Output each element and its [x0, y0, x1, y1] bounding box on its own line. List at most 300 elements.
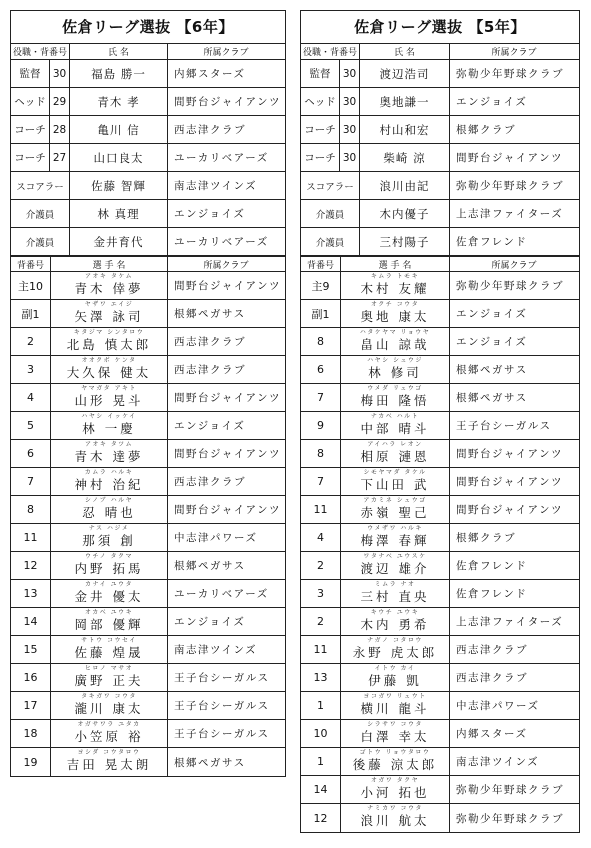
player-number: 11 [301, 636, 341, 663]
player-number: 1 [301, 692, 341, 719]
staff-row [11, 116, 285, 144]
player-name: 木内 勇希 [360, 617, 430, 632]
staff-role: コーチ [11, 116, 50, 143]
staff-club: ユーカリベアーズ [174, 236, 269, 248]
player-row [11, 608, 285, 636]
header-club: 所属クラブ [203, 48, 249, 58]
player-club: エンジョイズ [456, 308, 528, 320]
player-row [11, 748, 285, 776]
player-name-cell [341, 384, 450, 411]
staff-number: 30 [340, 60, 360, 87]
player-kana: キウチ ユウキ [370, 609, 420, 616]
player-number: 9 [301, 412, 341, 439]
player-kana: ヒロノ マサオ [84, 665, 134, 672]
player-row [301, 328, 579, 356]
player-club: 西志津クラブ [174, 476, 246, 488]
player-club: 南志津ツインズ [456, 756, 540, 768]
player-number: 副1 [11, 300, 51, 327]
player-name-cell [341, 524, 450, 551]
player-row [301, 776, 579, 804]
player-club: エンジョイズ [174, 616, 246, 628]
staff-club: 西志津クラブ [174, 124, 246, 136]
player-row [11, 636, 285, 664]
roster-5th-grade [300, 10, 580, 833]
player-name: 中部 晴斗 [360, 421, 430, 436]
staff-name: 奥地謙一 [360, 88, 450, 115]
player-name: 後藤 涼太郎 [352, 757, 438, 772]
staff-header-row [11, 44, 285, 60]
player-name: 青木 倖夢 [74, 281, 144, 296]
header-name: 氏 名 [70, 44, 168, 59]
staff-name: 柴崎 涼 [360, 144, 450, 171]
player-name-cell [341, 496, 450, 523]
player-row [11, 300, 285, 328]
player-name: 岡部 優輝 [74, 617, 144, 632]
player-row [11, 664, 285, 692]
player-club: 間野台ジャイアンツ [456, 448, 564, 460]
staff-name: 浪川由記 [360, 172, 450, 199]
player-name-cell [51, 580, 168, 607]
player-row [301, 384, 579, 412]
player-name: 浪川 航太 [360, 813, 430, 828]
player-club: 王子台シーガルス [174, 728, 270, 740]
player-name-cell [51, 692, 168, 719]
player-name: 伊藤 凱 [368, 673, 422, 688]
player-name-cell [341, 552, 450, 579]
player-kana: ナミカワ コウタ [367, 805, 423, 812]
player-number: 3 [301, 580, 341, 607]
player-club: 根郷ペガサス [456, 364, 528, 376]
staff-number: 29 [50, 88, 70, 115]
player-number: 12 [11, 552, 51, 579]
player-name-cell [51, 384, 168, 411]
player-club: 中志津パワーズ [174, 532, 258, 544]
player-name-cell [341, 776, 450, 803]
player-club: 上志津ファイターズ [456, 616, 564, 628]
header-number: 背番号 [301, 257, 341, 271]
staff-number: 27 [50, 144, 70, 171]
player-number: 8 [301, 440, 341, 467]
player-name-cell [51, 440, 168, 467]
player-row [301, 692, 579, 720]
player-name-cell [51, 552, 168, 579]
player-name-cell [341, 328, 450, 355]
player-kana: ウメダ リュウゴ [367, 385, 423, 392]
player-row [301, 356, 579, 384]
player-number: 1 [301, 748, 341, 775]
player-number: 13 [11, 580, 51, 607]
player-club: 弥勒少年野球クラブ [456, 812, 564, 825]
player-club: 西志津クラブ [174, 364, 246, 376]
player-row [301, 300, 579, 328]
player-header-row [11, 256, 285, 272]
player-kana: ワタナベ ユウスケ [363, 553, 427, 560]
player-kana: シノブ ハルヤ [84, 497, 134, 504]
staff-name: 山口良太 [70, 144, 168, 171]
player-name-cell [341, 804, 450, 832]
staff-name: 林 真理 [70, 200, 168, 227]
player-name: 廣野 正夫 [74, 673, 144, 688]
player-kana: カナイ ユウタ [85, 581, 133, 588]
staff-role: コーチ [11, 144, 50, 171]
player-kana: ハタケヤマ リョウヤ [359, 329, 431, 336]
player-row [301, 608, 579, 636]
player-kana: ウチノ タクマ [85, 553, 133, 560]
header-club: 所属クラブ [491, 48, 537, 58]
player-row [301, 496, 579, 524]
player-name-cell [51, 412, 168, 439]
staff-role: スコアラー [11, 172, 70, 199]
staff-number: 30 [340, 116, 360, 143]
player-club: 弥勒少年野球クラブ [456, 784, 564, 796]
player-name-cell [51, 608, 168, 635]
player-number: 2 [11, 328, 51, 355]
player-name: 木村 友耀 [360, 281, 430, 296]
staff-name: 福島 勝一 [70, 60, 168, 87]
player-kana: イトウ カイ [374, 665, 416, 672]
player-club: 根郷ペガサス [456, 392, 528, 404]
player-name-cell [341, 664, 450, 691]
staff-name: 渡辺浩司 [360, 60, 450, 87]
header-player-name: 選 手 名 [341, 257, 450, 271]
staff-row [301, 172, 579, 200]
player-number: 5 [11, 412, 51, 439]
staff-number: 30 [340, 144, 360, 171]
player-name: 矢澤 詠司 [74, 309, 144, 324]
player-kana: キタジマ シンタロウ [73, 329, 145, 336]
staff-number: 28 [50, 116, 70, 143]
staff-row [301, 116, 579, 144]
player-number: 8 [11, 496, 51, 523]
player-name: 林 一慶 [82, 421, 136, 436]
player-kana: シラサワ コウタ [367, 721, 423, 728]
player-row [11, 356, 285, 384]
player-club: 西志津クラブ [456, 644, 528, 656]
player-name-cell [51, 356, 168, 383]
player-name: 小笠原 裕 [74, 729, 144, 744]
staff-row [11, 144, 285, 172]
player-name-cell [51, 636, 168, 663]
player-row [11, 384, 285, 412]
player-club: 佐倉フレンド [456, 560, 528, 572]
player-name-cell [341, 580, 450, 607]
roster-6th-grade [10, 10, 286, 777]
player-name-cell [51, 328, 168, 355]
player-header-row [301, 256, 579, 272]
player-row [301, 580, 579, 608]
player-name-cell [51, 496, 168, 523]
player-number: 主9 [301, 272, 341, 299]
player-kana: ウメザワ ハルキ [367, 525, 423, 532]
staff-row [301, 200, 579, 228]
staff-number: 30 [340, 88, 360, 115]
staff-row [11, 228, 285, 256]
player-name: 瀧川 康太 [74, 701, 144, 716]
staff-header-row [301, 44, 579, 60]
player-kana: ナカベ ハルト [370, 413, 420, 420]
header-club: 所属クラブ [491, 260, 537, 271]
player-number: 8 [301, 328, 341, 355]
player-number: 7 [301, 468, 341, 495]
player-row [301, 720, 579, 748]
player-name-cell [51, 300, 168, 327]
player-name: 白澤 幸太 [360, 729, 430, 744]
player-name-cell [51, 468, 168, 495]
player-row [301, 804, 579, 832]
player-name-cell [341, 272, 450, 299]
staff-role: 介護員 [301, 228, 360, 255]
player-row [11, 412, 285, 440]
player-name: 下山田 武 [360, 477, 430, 492]
player-name-cell [341, 748, 450, 775]
player-name: 那須 創 [82, 533, 136, 548]
player-club: 王子台シーガルス [174, 672, 270, 684]
player-name: 相原 漣恩 [360, 449, 430, 464]
staff-name: 金井育代 [70, 228, 168, 255]
player-club: 西志津クラブ [456, 672, 528, 684]
player-name: 北島 慎太郎 [66, 337, 152, 352]
player-name: 青木 達夢 [74, 449, 144, 464]
staff-name: 三村陽子 [360, 228, 450, 255]
staff-row [11, 200, 285, 228]
player-kana: ハヤシ シュウジ [367, 357, 423, 364]
staff-club: 間野台ジャイアンツ [456, 152, 564, 164]
staff-role: 介護員 [11, 200, 70, 227]
player-kana: アオキ タツム [84, 441, 134, 448]
player-club: 根郷ペガサス [174, 308, 246, 320]
player-number: 7 [11, 468, 51, 495]
player-kana: ヤザワ エイジ [84, 301, 134, 308]
player-club: 間野台ジャイアンツ [174, 280, 282, 292]
player-name: 神村 治紀 [74, 477, 144, 492]
player-kana: アカミネ シュウゴ [363, 497, 427, 504]
player-name: 大久保 健太 [66, 365, 152, 380]
player-number: 18 [11, 720, 51, 747]
player-kana: ヨシダ コウタロウ [77, 749, 141, 756]
player-number: 6 [11, 440, 51, 467]
header-name: 氏 名 [360, 44, 450, 59]
player-kana: ゴトウ リョウタロウ [359, 749, 431, 756]
player-name: 畠山 諒哉 [360, 337, 430, 352]
player-row [301, 636, 579, 664]
player-name: 渡辺 雄介 [360, 561, 430, 576]
player-kana: ヤマガタ アキト [81, 385, 137, 392]
player-number: 14 [301, 776, 341, 803]
player-club: 内郷スターズ [456, 728, 528, 740]
player-kana: ナス ハジメ [88, 525, 130, 532]
player-kana: アイハラ レオン [367, 441, 423, 448]
player-club: 西志津クラブ [174, 336, 246, 348]
player-name: 佐藤 煌晟 [74, 645, 144, 660]
player-club: 根郷クラブ [456, 532, 516, 544]
staff-club: エンジョイズ [174, 208, 246, 220]
player-number: 12 [301, 804, 341, 832]
header-role-number: 役職・背番号 [11, 44, 70, 59]
player-name: 吉田 晃太朗 [66, 757, 152, 772]
player-name: 小河 拓也 [360, 785, 430, 800]
header-player-name: 選 手 名 [51, 257, 168, 271]
player-name-cell [341, 608, 450, 635]
player-club: 王子台シーガルス [456, 420, 552, 432]
staff-club: エンジョイズ [456, 96, 528, 108]
player-kana: シモヤマダ タケル [363, 469, 427, 476]
player-club: 弥勒少年野球クラブ [456, 280, 564, 292]
player-name-cell [341, 356, 450, 383]
player-name: 三村 直央 [360, 589, 430, 604]
staff-row [301, 88, 579, 116]
player-kana: カムラ ハルキ [84, 469, 134, 476]
player-name: 横川 龍斗 [360, 701, 430, 716]
staff-club: 間野台ジャイアンツ [174, 96, 282, 108]
staff-row [301, 228, 579, 256]
header-role-number: 役職・背番号 [301, 44, 360, 59]
player-number: 7 [301, 384, 341, 411]
player-kana: キムラ トモキ [370, 273, 420, 280]
staff-club: 根郷クラブ [456, 124, 516, 136]
player-kana: ヨコガワ リュウト [363, 693, 427, 700]
player-club: 間野台ジャイアンツ [456, 504, 564, 516]
player-name: 梅澤 春輝 [360, 533, 430, 548]
player-kana: オカベ ユウキ [84, 609, 134, 616]
player-row [11, 272, 285, 300]
staff-row [11, 88, 285, 116]
player-name: 金井 優太 [74, 589, 144, 604]
roster-body [11, 44, 285, 776]
staff-role: 介護員 [301, 200, 360, 227]
staff-club: 南志津ツインズ [174, 180, 258, 192]
player-row [11, 468, 285, 496]
player-number: 主10 [11, 272, 51, 299]
player-name-cell [51, 748, 168, 776]
player-number: 副1 [301, 300, 341, 327]
player-number: 11 [11, 524, 51, 551]
player-row [11, 524, 285, 552]
player-club: 中志津パワーズ [456, 700, 540, 712]
staff-number: 30 [50, 60, 70, 87]
staff-role: 監督 [11, 60, 50, 87]
player-club: エンジョイズ [174, 420, 246, 432]
player-row [301, 468, 579, 496]
player-name-cell [51, 664, 168, 691]
staff-row [11, 172, 285, 200]
player-name: 奥地 康太 [360, 309, 430, 324]
player-row [301, 664, 579, 692]
staff-row [301, 60, 579, 88]
player-name-cell [51, 272, 168, 299]
player-kana: オオクボ ケンタ [81, 357, 137, 364]
player-kana: オガサワラ ユタカ [77, 721, 141, 728]
player-kana: タキガワ コウタ [81, 693, 137, 700]
player-name: 忍 晴也 [82, 505, 136, 520]
player-number: 6 [301, 356, 341, 383]
player-row [301, 272, 579, 300]
staff-name: 佐藤 智輝 [70, 172, 168, 199]
player-name-cell [341, 720, 450, 747]
staff-role: スコアラー [301, 172, 360, 199]
player-kana: オクチ コウタ [370, 301, 420, 308]
staff-club: ユーカリベアーズ [174, 152, 269, 164]
staff-name: 木内優子 [360, 200, 450, 227]
player-club: 間野台ジャイアンツ [174, 448, 282, 460]
header-number: 背番号 [11, 257, 51, 271]
staff-name: 青木 孝 [70, 88, 168, 115]
player-name-cell [341, 412, 450, 439]
player-name: 赤嶺 聖己 [360, 505, 430, 520]
player-club: 間野台ジャイアンツ [174, 504, 282, 516]
staff-role: ヘッド [301, 88, 340, 115]
player-row [301, 440, 579, 468]
player-row [11, 720, 285, 748]
player-row [11, 580, 285, 608]
staff-name: 亀川 信 [70, 116, 168, 143]
player-number: 14 [11, 608, 51, 635]
player-club: 王子台シーガルス [174, 700, 270, 712]
player-row [11, 440, 285, 468]
player-name-cell [51, 720, 168, 747]
player-name-cell [341, 692, 450, 719]
roster-body [301, 44, 579, 832]
staff-role: ヘッド [11, 88, 50, 115]
player-row [11, 496, 285, 524]
player-number: 16 [11, 664, 51, 691]
staff-role: コーチ [301, 116, 340, 143]
player-club: 間野台ジャイアンツ [174, 392, 282, 404]
player-name: 永野 虎太郎 [352, 645, 438, 660]
player-name-cell [341, 468, 450, 495]
player-kana: ハヤシ イッケイ [81, 413, 137, 420]
player-name-cell [341, 636, 450, 663]
player-row [301, 748, 579, 776]
player-name: 林 修司 [368, 365, 422, 380]
player-club: ユーカリベアーズ [174, 588, 269, 600]
player-row [11, 692, 285, 720]
player-row [11, 328, 285, 356]
player-number: 15 [11, 636, 51, 663]
player-club: 南志津ツインズ [174, 644, 258, 656]
player-kana: ナガノ コタロウ [367, 637, 423, 644]
player-kana: サトウ コウセイ [81, 637, 137, 644]
player-name-cell [341, 440, 450, 467]
player-club: 間野台ジャイアンツ [456, 476, 564, 488]
player-number: 4 [301, 524, 341, 551]
roster-title: 佐倉リーグ選抜 【6年】 [11, 11, 285, 44]
staff-row [11, 60, 285, 88]
player-number: 2 [301, 608, 341, 635]
player-club: 根郷ペガサス [174, 560, 246, 572]
player-row [11, 552, 285, 580]
player-row [301, 412, 579, 440]
staff-name: 村山和宏 [360, 116, 450, 143]
player-name: 内野 拓馬 [74, 561, 144, 576]
staff-club: 佐倉フレンド [456, 236, 528, 248]
staff-club: 上志津ファイターズ [456, 208, 564, 220]
roster-title: 佐倉リーグ選抜 【5年】 [301, 11, 579, 44]
player-name: 梅田 隆悟 [360, 393, 430, 408]
player-number: 3 [11, 356, 51, 383]
player-club: 佐倉フレンド [456, 588, 528, 600]
player-kana: アオキ タケム [84, 273, 134, 280]
header-club: 所属クラブ [203, 260, 249, 271]
player-club: 根郷ペガサス [174, 756, 246, 769]
player-kana: ミムラ ナオ [374, 581, 416, 588]
player-number: 11 [301, 496, 341, 523]
player-club: エンジョイズ [456, 336, 528, 348]
staff-role: コーチ [301, 144, 340, 171]
player-name-cell [341, 300, 450, 327]
staff-club: 弥勒少年野球クラブ [456, 68, 564, 80]
player-number: 19 [11, 748, 51, 776]
player-name-cell [51, 524, 168, 551]
